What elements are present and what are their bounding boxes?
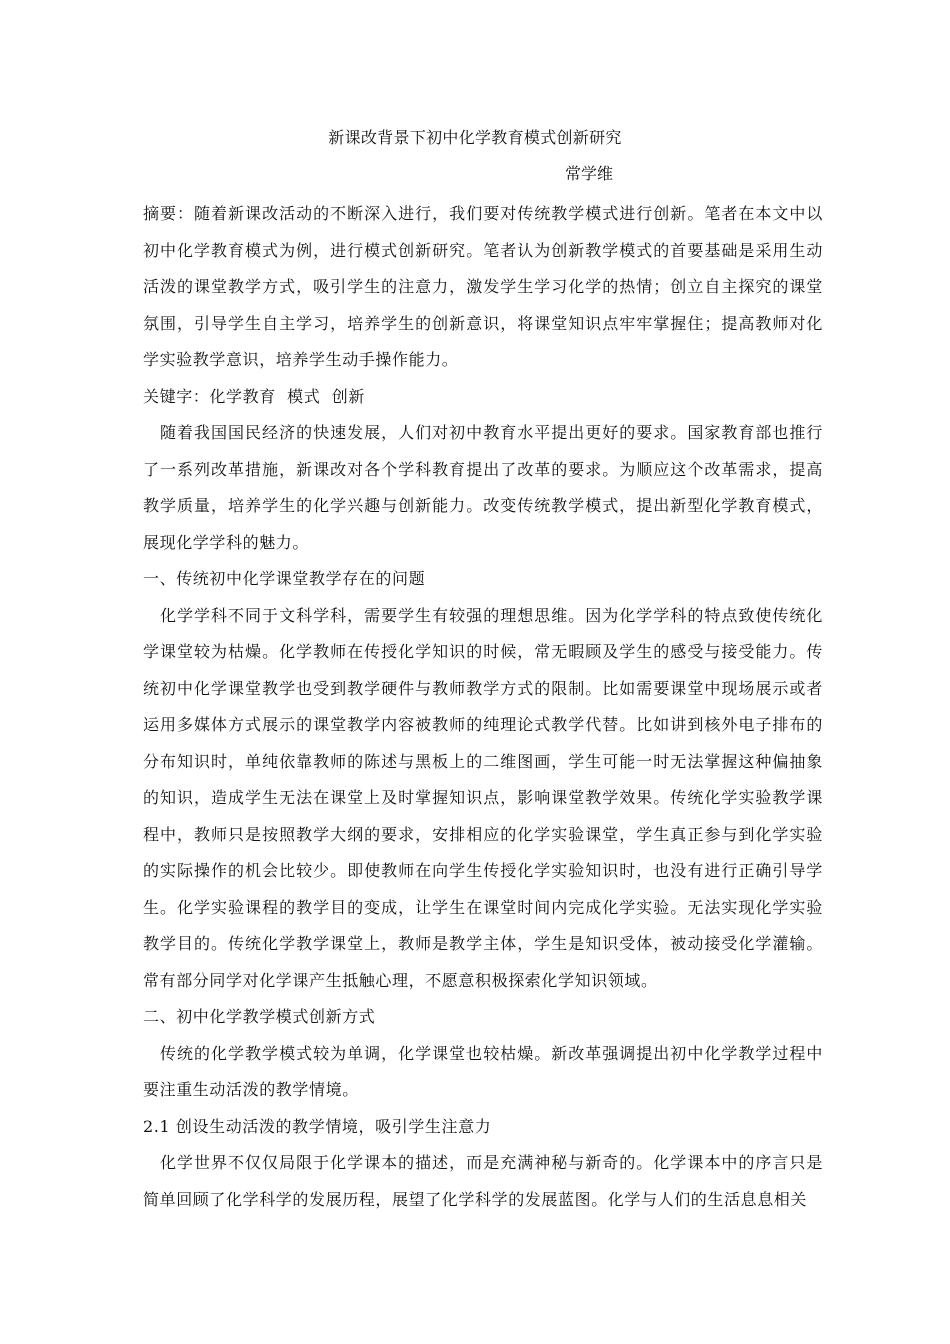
section-2-heading: 二、初中化学教学模式创新方式 — [143, 1007, 376, 1026]
abstract-paragraph: 摘要：随着新课改活动的不断深入进行，我们要对传统教学模式进行创新。笔者在本文中以初中化学教育模式为例，进行模式创新研究。笔者认为创新教学模式的首要基础是采用生动活泼的课堂教学方式，吸引学生的注意力，激发学生学习化学的热情；创立自主探究的课堂氛围，引导学生自主学习，培养学生的创新意识，将课堂知识点牢牢掌握住；提高教师对化学实验教学意识，培养学生动手操作能力。 — [143, 204, 823, 369]
section-1-paragraph: 化学学科不同于文科学科，需要学生有较强的理想思维。因为化学学科的特点致使传统化学课堂较为枯燥。化学教师在传授化学知识的时候，常无暇顾及学生的感受与接受能力。传统初中化学课堂教学也受到教学硬件与教师教学方式的限制。比如需要课堂中现场展示或者运用多媒体方式展示的课堂教学内容被教师的纯理论式教学代替。比如讲到核外电子排布的分布知识时，单纯依靠教师的陈述与黑板上的二维图画，学生可能一时无法掌握这种偏抽象的知识，造成学生无法在课堂上及时掌握知识点，影响课堂教学效果。传统化学实验教学课程中，教师只是按照教学大纲的要求，安排相应的化学实验课堂，学生真正参与到化学实验的实际操作的机会比较少。即使教师在向学生传授化学实验知识时，也没有进行正确引导学生。化学实验课程的教学目的变成，让学生在课堂时间内完成化学实验。无法实现化学实验教学目的。传统化学教学课堂上，教师是教学主体，学生是知识受体，被动接受化学灌输。常有部分同学对化学课产生抵触心理，不愿意积极探索化学知识领域。 — [143, 605, 823, 990]
document-author: 常学维 — [565, 164, 614, 183]
section-1-heading: 一、传统初中化学课堂教学存在的问题 — [143, 569, 426, 588]
document-title: 新课改背景下初中化学教育模式创新研究 — [328, 128, 622, 147]
intro-paragraph: 随着我国国民经济的快速发展，人们对初中教育水平提出更好的要求。国家教育部也推行了一系列改革措施，新课改对各个学科教育提出了改革的要求。为顺应这个改革需求，提高教学质量，培养学生的化学兴趣与创新能力。改变传统教学模式，提出新型化学教育模式，展现化学学科的魅力。 — [143, 423, 823, 552]
subsection-2-1-heading: 2.1 创设生动活泼的教学情境，吸引学生注意力 — [143, 1116, 492, 1136]
section-2-paragraph: 传统的化学教学模式较为单调，化学课堂也较枯燥。新改革强调提出初中化学教学过程中要注重生动活泼的教学情境。 — [143, 1043, 823, 1099]
subsection-2-1-paragraph: 化学世界不仅仅局限于化学课本的描述，而是充满神秘与新奇的。化学课本中的序言只是简单回顾了化学科学的发展历程，展望了化学科学的发展蓝图。化学与人们的生活息息相关 — [143, 1153, 823, 1209]
document-body — [143, 196, 823, 1218]
keywords-line: 关键字：化学教育 模式 创新 — [143, 386, 365, 406]
